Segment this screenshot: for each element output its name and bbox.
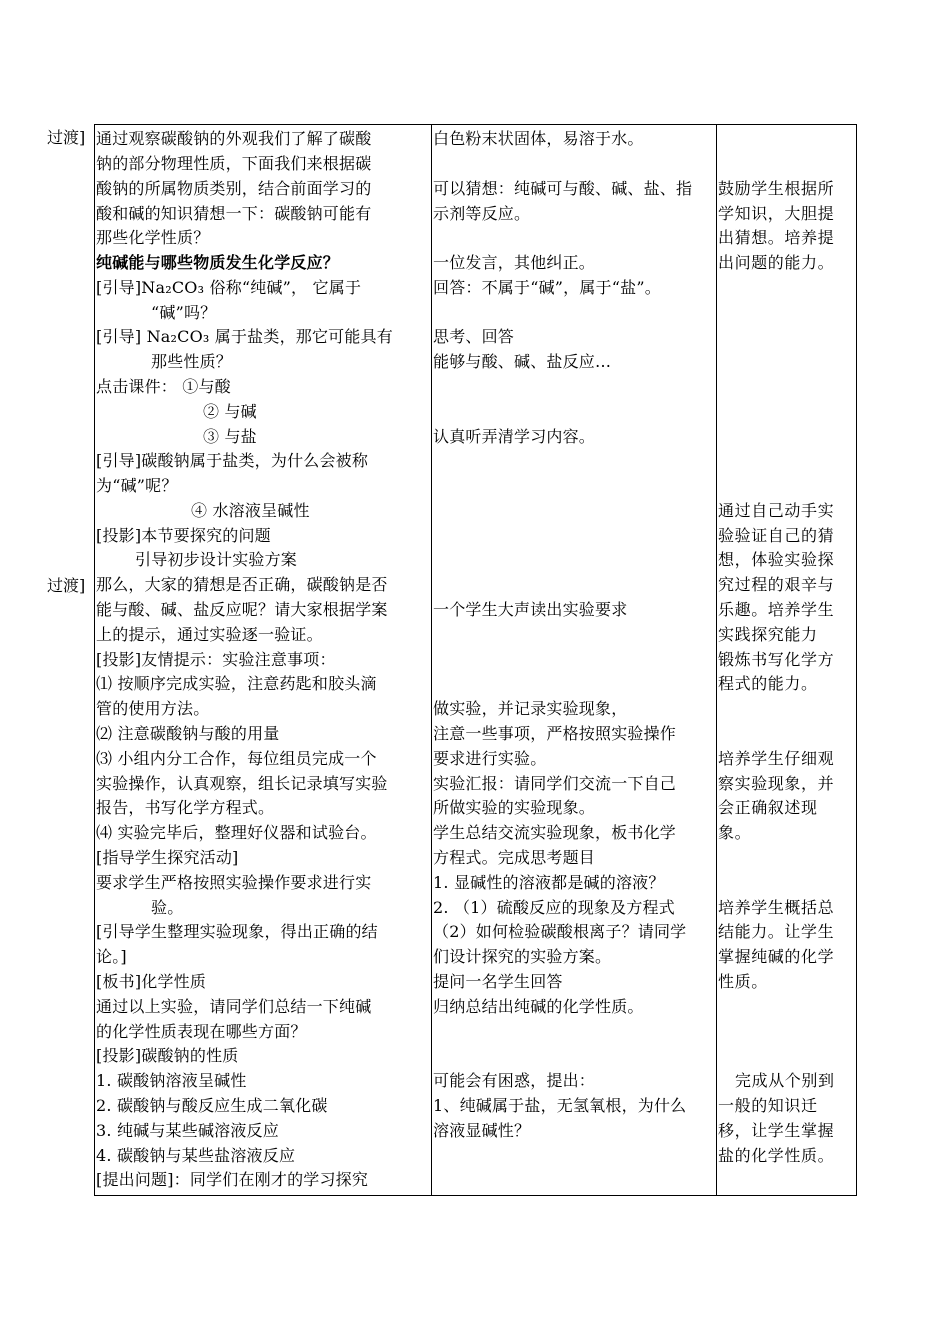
intent-line: 察实验现象，并: [718, 774, 835, 793]
teacher-line: 3. 纯碱与某些碱溶液反应: [96, 1121, 279, 1140]
teacher-line: [引导]Na₂CO₃ 俗称“纯碱”， 它属于: [96, 278, 362, 297]
teacher-line: 报告，书写化学方程式。: [96, 798, 275, 817]
student-line: 要求进行实验。: [433, 749, 547, 768]
intent-line: 盐的化学性质。: [718, 1146, 835, 1165]
teacher-line: 引导初步设计实验方案: [135, 550, 298, 569]
teacher-line: 点击课件： ①与酸: [96, 377, 231, 396]
student-line: 可以猜想：纯碱可与酸、碱、盐、指: [433, 179, 693, 198]
student-line: 白色粉末状固体，易溶于水。: [433, 129, 644, 148]
teacher-line: 能与酸、碱、盐反应呢？请大家根据学案: [96, 600, 388, 619]
teacher-line: [引导] Na₂CO₃ 属于盐类，那它可能具有: [96, 327, 393, 346]
teacher-line: 管的使用方法。: [96, 699, 210, 718]
teacher-line: [引导]碳酸钠属于盐类，为什么会被称: [96, 451, 369, 470]
teacher-line: 要求学生严格按照实验操作要求进行实: [96, 873, 372, 892]
teacher-line: 钠的部分物理性质，下面我们来根据碳: [96, 154, 372, 173]
student-line: 归纳总结出纯碱的化学性质。: [433, 997, 644, 1016]
intent-line: 实践探究能力: [718, 625, 818, 644]
teacher-line: 纯碱能与哪些物质发生化学反应？: [96, 253, 340, 272]
intent-line: 锻炼书写化学方: [718, 650, 835, 669]
student-line: 提问一名学生回答: [433, 972, 563, 991]
teacher-line: 通过观察碳酸钠的外观我们了解了碳酸: [96, 129, 372, 148]
teacher-line: 那些性质？: [151, 352, 233, 371]
teacher-line: ⑴ 按顺序完成实验，注意药匙和胶头滴: [96, 674, 377, 693]
intent-line: 通过自己动手实: [718, 501, 835, 520]
student-line: 能够与酸、碱、盐反应…: [433, 352, 612, 371]
intent-line: 乐趣。培养学生: [718, 600, 835, 619]
intent-line: 象。: [718, 823, 752, 842]
teacher-line: 论。]: [96, 947, 127, 966]
intent-line: 出猜想。培养提: [718, 228, 835, 247]
student-line: （2）如何检验碳酸根离子？请同学: [433, 922, 687, 941]
intent-line: 学知识，大胆提: [718, 204, 835, 223]
student-line: 学生总结交流实验现象，板书化学: [433, 823, 677, 842]
teacher-line: 酸和碱的知识猜想一下：碳酸钠可能有: [96, 204, 372, 223]
student-line: 溶液显碱性？: [433, 1121, 531, 1140]
student-line: 回答：不属于“碱”，属于“盐”。: [433, 278, 661, 297]
student-line: 思考、回答: [433, 327, 515, 346]
intent-line: 性质。: [718, 972, 768, 991]
student-line: 2. （1）硫酸反应的现象及方程式: [433, 898, 675, 917]
teacher-line: [引导学生整理实验现象，得出正确的结: [96, 922, 378, 941]
student-line: 可能会有困惑，提出：: [433, 1071, 596, 1090]
intent-line: 完成从个别到: [735, 1071, 835, 1090]
teacher-line: 验。: [151, 898, 184, 917]
teacher-line: 为“碱”呢？: [96, 476, 178, 495]
intent-line: 会正确叙述现: [718, 798, 818, 817]
student-line: 们设计探究的实验方案。: [433, 947, 612, 966]
intent-line: 鼓励学生根据所: [718, 179, 835, 198]
teacher-line: ⑷ 实验完毕后，整理好仪器和试验台。: [96, 823, 377, 842]
student-line: 示剂等反应。: [433, 204, 531, 223]
teacher-line: [投影]本节要探究的问题: [96, 526, 271, 545]
teacher-line: ⑶ 小组内分工合作，每位组员完成一个: [96, 749, 377, 768]
intent-line: 掌握纯碱的化学: [718, 947, 835, 966]
intent-line: 培养学生仔细观: [718, 749, 835, 768]
teacher-line: 4. 碳酸钠与某些盐溶液反应: [96, 1146, 296, 1165]
intent-line: 想，体验实验探: [718, 550, 835, 569]
margin-note-transition-1: 过渡]: [47, 128, 86, 147]
teacher-line: ② 与碱: [203, 402, 257, 421]
student-line: 做实验，并记录实验现象，: [433, 699, 628, 718]
design-intent-column: [717, 125, 857, 1196]
teacher-line: [板书]化学性质: [96, 972, 207, 991]
student-line: 认真听弄清学习内容。: [433, 427, 596, 446]
teacher-line: 上的提示，通过实验逐一验证。: [96, 625, 323, 644]
teacher-line: 的化学性质表现在哪些方面？: [96, 1022, 307, 1041]
intent-line: 究过程的艰辛与: [718, 575, 835, 594]
teacher-line: 那些化学性质？: [96, 228, 210, 247]
intent-line: 培养学生概括总: [718, 898, 835, 917]
teacher-line: 那么，大家的猜想是否正确，碳酸钠是否: [96, 575, 388, 594]
student-line: 实验汇报：请同学们交流一下自己: [433, 774, 677, 793]
student-activity-column: [432, 125, 717, 1196]
teacher-line: “碱”吗？: [151, 303, 217, 322]
intent-line: 出问题的能力。: [718, 253, 835, 272]
teacher-line: ④ 水溶液呈碱性: [191, 501, 310, 520]
student-line: 1、纯碱属于盐，无氢氧根，为什么: [433, 1096, 687, 1115]
teacher-line: 1. 碳酸钠溶液呈碱性: [96, 1071, 247, 1090]
teacher-line: 2. 碳酸钠与酸反应生成二氧化碳: [96, 1096, 328, 1115]
teacher-line: ③ 与盐: [203, 427, 257, 446]
margin-note-transition-2: 过渡]: [47, 576, 86, 595]
intent-line: 验验证自己的猜: [718, 526, 835, 545]
teacher-line: ⑵ 注意碳酸钠与酸的用量: [96, 724, 280, 743]
teacher-line: 酸钠的所属物质类别，结合前面学习的: [96, 179, 372, 198]
intent-line: 程式的能力。: [718, 674, 818, 693]
student-line: 一位发言，其他纠正。: [433, 253, 596, 272]
intent-line: 移，让学生掌握: [718, 1121, 835, 1140]
student-line: 1. 显碱性的溶液都是碱的溶液？: [433, 873, 665, 892]
student-line: 所做实验的实验现象。: [433, 798, 596, 817]
teacher-line: [指导学生探究活动]: [96, 848, 239, 867]
teacher-line: 实验操作，认真观察，组长记录填写实验: [96, 774, 388, 793]
student-line: 方程式。完成思考题目: [433, 848, 596, 867]
teacher-line: [提出问题]：同学们在刚才的学习探究: [96, 1170, 369, 1189]
intent-line: 结能力。让学生: [718, 922, 835, 941]
teacher-line: 通过以上实验，请同学们总结一下纯碱: [96, 997, 372, 1016]
teacher-line: [投影]友情提示：实验注意事项：: [96, 650, 336, 669]
student-line: 一个学生大声读出实验要求: [433, 600, 628, 619]
student-line: 注意一些事项，严格按照实验操作: [433, 724, 677, 743]
intent-line: 一般的知识迁: [718, 1096, 818, 1115]
lesson-plan-table: [94, 124, 857, 1196]
teacher-line: [投影]碳酸钠的性质: [96, 1046, 239, 1065]
teacher-activity-column: [95, 125, 432, 1196]
